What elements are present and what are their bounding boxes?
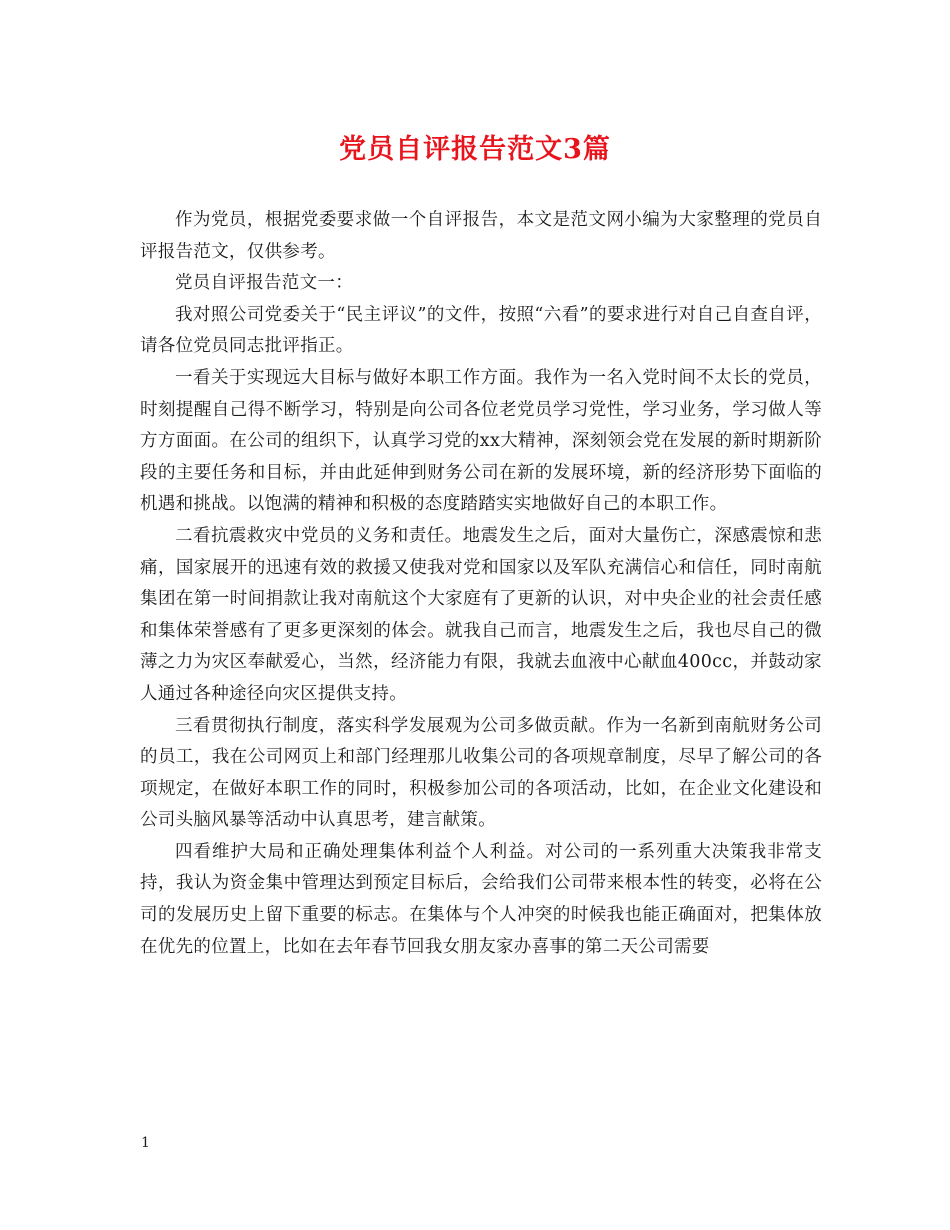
page-number: 1 — [141, 1135, 150, 1151]
document-title: 党员自评报告范文3篇 — [339, 134, 611, 165]
document-body — [140, 205, 822, 963]
paragraph-point-four: 四看维护大局和正确处理集体利益个人利益。对公司的一系列重大决策我非常支持，我认为资金集中管理达到预定目标后，会给我们公司带来根本性的转变，必将在公司的发展历史上留下重要的标志。在集体与个人冲突的时候我也能正确面对，把集体放在优先的位置上，比如在去年春节回我女朋友家办喜事的第二天公司需要 — [140, 841, 822, 957]
paragraph-opening: 我对照公司党委关于“民主评议”的文件，按照“六看”的要求进行对自己自查自评，请各位党员同志批评指正。 — [140, 304, 822, 357]
paragraph-section-heading: 党员自评报告范文一： — [175, 273, 353, 294]
paragraph-point-three: 三看贯彻执行制度，落实科学发展观为公司多做贡献。作为一名新到南航财务公司的员工，我在公司网页上和部门经理那儿收集公司的各项规章制度，尽早了解公司的各项规定，在做好本职工作的同时，积极参加公司的各项活动，比如，在企业文化建设和公司头脑风暴等活动中认真思考，建言献策。 — [140, 715, 822, 831]
paragraph-intro: 作为党员，根据党委要求做一个自评报告，本文是范文网小编为大家整理的党员自评报告范文，仅供参考。 — [140, 210, 822, 262]
paragraph-point-one: 一看关于实现远大目标与做好本职工作方面。我作为一名入党时间不太长的党员，时刻提醒自己得不断学习，特别是向公司各位老党员学习党性，学习业务，学习做人等方方面面。在公司的组织下，认真学习党的xx大精神，深刻领会党在发展的新时期新阶段的主要任务和目标，并由此延伸到财务公司在新的发展环境，新的经济形势下面临的机遇和挑战。以饱满的精神和积极的态度踏踏实实地做好自己的本职工作。 — [140, 367, 822, 515]
paragraph-point-two: 二看抗震救灾中党员的义务和责任。地震发生之后，面对大量伤亡，深感震惊和悲痛，国家展开的迅速有效的救援又使我对党和国家以及军队充满信心和信任，同时南航集团在第一时间捐款让我对南航这个大家庭有了更新的认识，对中央企业的社会责任感和集体荣誉感有了更多更深刻的体会。就我自己而言，地震发生之后，我也尽自己的微薄之力为灾区奉献爱心，当然，经济能力有限，我就去血液中心献血400cc，并鼓动家人通过各种途径向灾区提供支持。 — [140, 525, 822, 704]
